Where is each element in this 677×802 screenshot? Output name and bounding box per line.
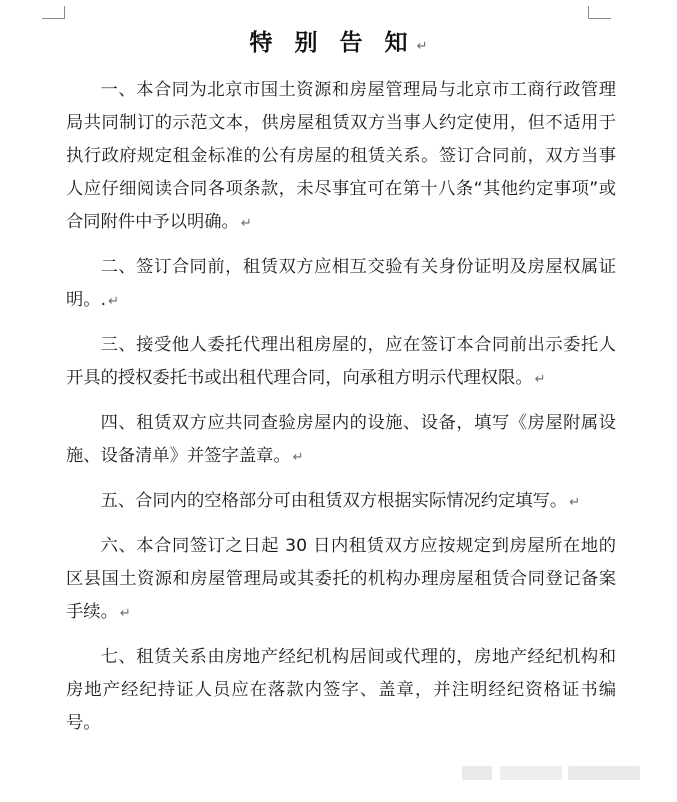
paragraph-mark-icon: ↵ bbox=[292, 450, 304, 465]
paragraph-mark-icon: ↵ bbox=[119, 606, 131, 621]
blurred-watermark bbox=[568, 766, 640, 780]
paragraph-mark-icon: ↵ bbox=[240, 216, 252, 231]
notice-paragraph-4 bbox=[66, 407, 616, 474]
notice-paragraph-2 bbox=[66, 251, 616, 318]
paragraph-text: 三、接受他人委托代理出租房屋的，应在签订本合同前出示委托人开具的授权委托书或出租代理合同，向承租方明示代理权限。 bbox=[66, 335, 616, 388]
notice-paragraph-3 bbox=[66, 329, 616, 396]
paragraph-text: 二、签订合同前，租赁双方应相互交验有关身份证明及房屋权属证明。. bbox=[66, 257, 616, 310]
paragraph-text: 六、本合同签订之日起 30 日内租赁双方应按规定到房屋所在地的区县国土资源和房屋管理局或其委托的机构办理房屋租赁合同登记备案手续。 bbox=[66, 536, 616, 622]
paragraph-text: 七、租赁关系由房地产经纪机构居间或代理的，房地产经纪机构和房地产经纪持证人员应在落款内签字、盖章，并注明经纪资格证书编号。 bbox=[66, 647, 616, 733]
title-text: 特 别 告 知 bbox=[249, 30, 415, 56]
notice-paragraph-1 bbox=[66, 74, 616, 240]
page-margin-corner-top-left bbox=[42, 6, 65, 19]
paragraph-mark-icon: ↵ bbox=[416, 39, 428, 54]
paragraph-text: 五、合同内的空格部分可由租赁双方根据实际情况约定填写。 bbox=[100, 491, 568, 511]
notice-paragraph-6 bbox=[66, 530, 616, 630]
paragraph-text: 一、本合同为北京市国土资源和房屋管理局与北京市工商行政管理局共同制订的示范文本，供房屋租赁双方当事人约定使用，但不适用于执行政府规定租金标准的公有房屋的租赁关系。签订合同前，双方当事人应仔细阅读合同各项条款，未尽事宜可在第十八条“其他约定事项”或合同附件中予以明确。 bbox=[66, 80, 616, 232]
notice-paragraph-5 bbox=[66, 485, 616, 519]
page-margin-corner-top-right bbox=[588, 6, 611, 19]
paragraph-mark-icon: ↵ bbox=[569, 495, 581, 510]
notice-paragraph-7 bbox=[66, 641, 616, 740]
blurred-watermark bbox=[462, 766, 492, 780]
paragraph-text: 四、租赁双方应共同查验房屋内的设施、设备，填写《房屋附属设施、设备清单》并签字盖章。 bbox=[66, 413, 616, 466]
paragraph-mark-icon: ↵ bbox=[534, 372, 546, 387]
paragraph-mark-icon: ↵ bbox=[108, 294, 119, 309]
document-body bbox=[66, 74, 616, 751]
blurred-watermark bbox=[500, 766, 562, 780]
document-title bbox=[0, 24, 677, 57]
